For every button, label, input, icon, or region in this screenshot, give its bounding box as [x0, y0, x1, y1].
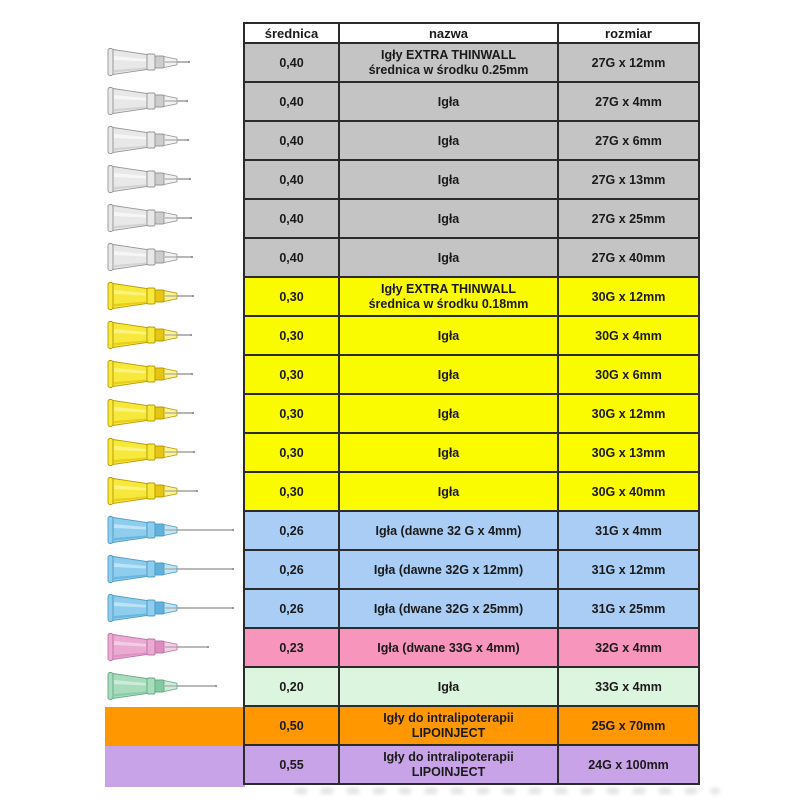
needle-icon: [107, 592, 239, 624]
size-cell: 27G x 12mm: [558, 43, 699, 82]
needle-icon: [107, 319, 239, 351]
col-header-diameter: średnica: [244, 23, 339, 43]
name-line: Igły do intralipoterapii: [383, 710, 514, 725]
size-cell: 30G x 13mm: [558, 433, 699, 472]
size-cell: 33G x 4mm: [558, 667, 699, 706]
table-row: [244, 277, 699, 316]
name-line: średnica w środku 0.18mm: [368, 296, 529, 311]
name-cell: Igła: [339, 472, 558, 511]
needle-icon: [107, 553, 239, 585]
name-cell: Igła: [339, 433, 558, 472]
table-row: [244, 199, 699, 238]
table-row: [244, 160, 699, 199]
name-cell: Igła: [339, 199, 558, 238]
name-cell: Igła: [339, 316, 558, 355]
name-cell: Igła: [339, 121, 558, 160]
table-row: [244, 121, 699, 160]
table-row: [244, 394, 699, 433]
purple-color-band: [105, 746, 245, 787]
table-row: [244, 82, 699, 121]
table-row: [244, 667, 699, 706]
size-cell: 30G x 4mm: [558, 316, 699, 355]
name-cell: Igła (dwane 32G x 25mm): [339, 589, 558, 628]
diameter-cell: 0,26: [244, 589, 339, 628]
name-line: Igły EXTRA THINWALL: [381, 281, 516, 296]
needle-icon: [107, 280, 239, 312]
table-row: [244, 316, 699, 355]
size-table: [243, 22, 700, 785]
name-cell: Igła (dawne 32 G x 4mm): [339, 511, 558, 550]
size-cell: 27G x 40mm: [558, 238, 699, 277]
size-cell: 27G x 4mm: [558, 82, 699, 121]
table-row: [244, 355, 699, 394]
table-row: [244, 745, 699, 784]
table-header: [244, 23, 699, 43]
diameter-cell: 0,30: [244, 433, 339, 472]
name-cell: [339, 43, 558, 82]
name-cell: Igła: [339, 160, 558, 199]
needle-icon: [107, 514, 239, 546]
name-line: Igły do intralipoterapii: [383, 749, 514, 764]
diameter-cell: 0,40: [244, 199, 339, 238]
diameter-cell: 0,30: [244, 355, 339, 394]
diameter-cell: 0,40: [244, 160, 339, 199]
diameter-cell: 0,40: [244, 43, 339, 82]
needle-icon: [107, 202, 239, 234]
diameter-cell: 0,40: [244, 82, 339, 121]
needle-icon: [107, 436, 239, 468]
diameter-cell: 0,23: [244, 628, 339, 667]
name-cell: Igła (dawne 32G x 12mm): [339, 550, 558, 589]
name-cell: Igła: [339, 394, 558, 433]
col-header-name: nazwa: [339, 23, 558, 43]
size-cell: 30G x 6mm: [558, 355, 699, 394]
diameter-cell: 0,50: [244, 706, 339, 745]
col-header-size: rozmiar: [558, 23, 699, 43]
table-row: [244, 43, 699, 82]
name-line: LIPOINJECT: [411, 725, 486, 740]
diameter-cell: 0,30: [244, 472, 339, 511]
name-cell: [339, 745, 558, 784]
needle-icon: [107, 46, 239, 78]
size-cell: 30G x 40mm: [558, 472, 699, 511]
diameter-cell: 0,30: [244, 394, 339, 433]
name-cell: Igła (dwane 33G x 4mm): [339, 628, 558, 667]
diameter-cell: 0,26: [244, 550, 339, 589]
table-row: [244, 511, 699, 550]
table-row: [244, 589, 699, 628]
table-row: [244, 238, 699, 277]
needle-icon: [107, 358, 239, 390]
diameter-cell: 0,30: [244, 277, 339, 316]
size-cell: 27G x 13mm: [558, 160, 699, 199]
name-cell: Igła: [339, 238, 558, 277]
table-row: [244, 550, 699, 589]
size-cell: 31G x 12mm: [558, 550, 699, 589]
needle-icon: [107, 163, 239, 195]
size-cell: 27G x 25mm: [558, 199, 699, 238]
table-row: [244, 433, 699, 472]
diameter-cell: 0,30: [244, 316, 339, 355]
size-cell: 24G x 100mm: [558, 745, 699, 784]
size-cell: 27G x 6mm: [558, 121, 699, 160]
diameter-cell: 0,55: [244, 745, 339, 784]
name-cell: [339, 277, 558, 316]
size-cell: 32G x 4mm: [558, 628, 699, 667]
orange-color-band: [105, 707, 245, 746]
table-row: [244, 706, 699, 745]
needle-icon: [107, 124, 239, 156]
needle-icon: [107, 670, 239, 702]
diameter-cell: 0,40: [244, 121, 339, 160]
name-cell: [339, 706, 558, 745]
name-cell: Igła: [339, 355, 558, 394]
name-line: średnica w środku 0.25mm: [368, 62, 529, 77]
size-cell: 30G x 12mm: [558, 394, 699, 433]
diameter-cell: 0,26: [244, 511, 339, 550]
table-row: [244, 628, 699, 667]
diameter-cell: 0,20: [244, 667, 339, 706]
diameter-cell: 0,40: [244, 238, 339, 277]
needle-icon: [107, 85, 239, 117]
size-cell: 30G x 12mm: [558, 277, 699, 316]
size-cell: 31G x 25mm: [558, 589, 699, 628]
size-cell: 31G x 4mm: [558, 511, 699, 550]
faint-artifact: [295, 788, 720, 794]
needle-icon: [107, 631, 239, 663]
table-row: [244, 472, 699, 511]
table-body: [244, 43, 699, 784]
size-cell: 25G x 70mm: [558, 706, 699, 745]
needle-icon: [107, 241, 239, 273]
name-line: LIPOINJECT: [411, 764, 486, 779]
needle-icon: [107, 475, 239, 507]
name-line: Igły EXTRA THINWALL: [381, 47, 516, 62]
needle-icon: [107, 397, 239, 429]
name-cell: Igła: [339, 667, 558, 706]
name-cell: Igła: [339, 82, 558, 121]
